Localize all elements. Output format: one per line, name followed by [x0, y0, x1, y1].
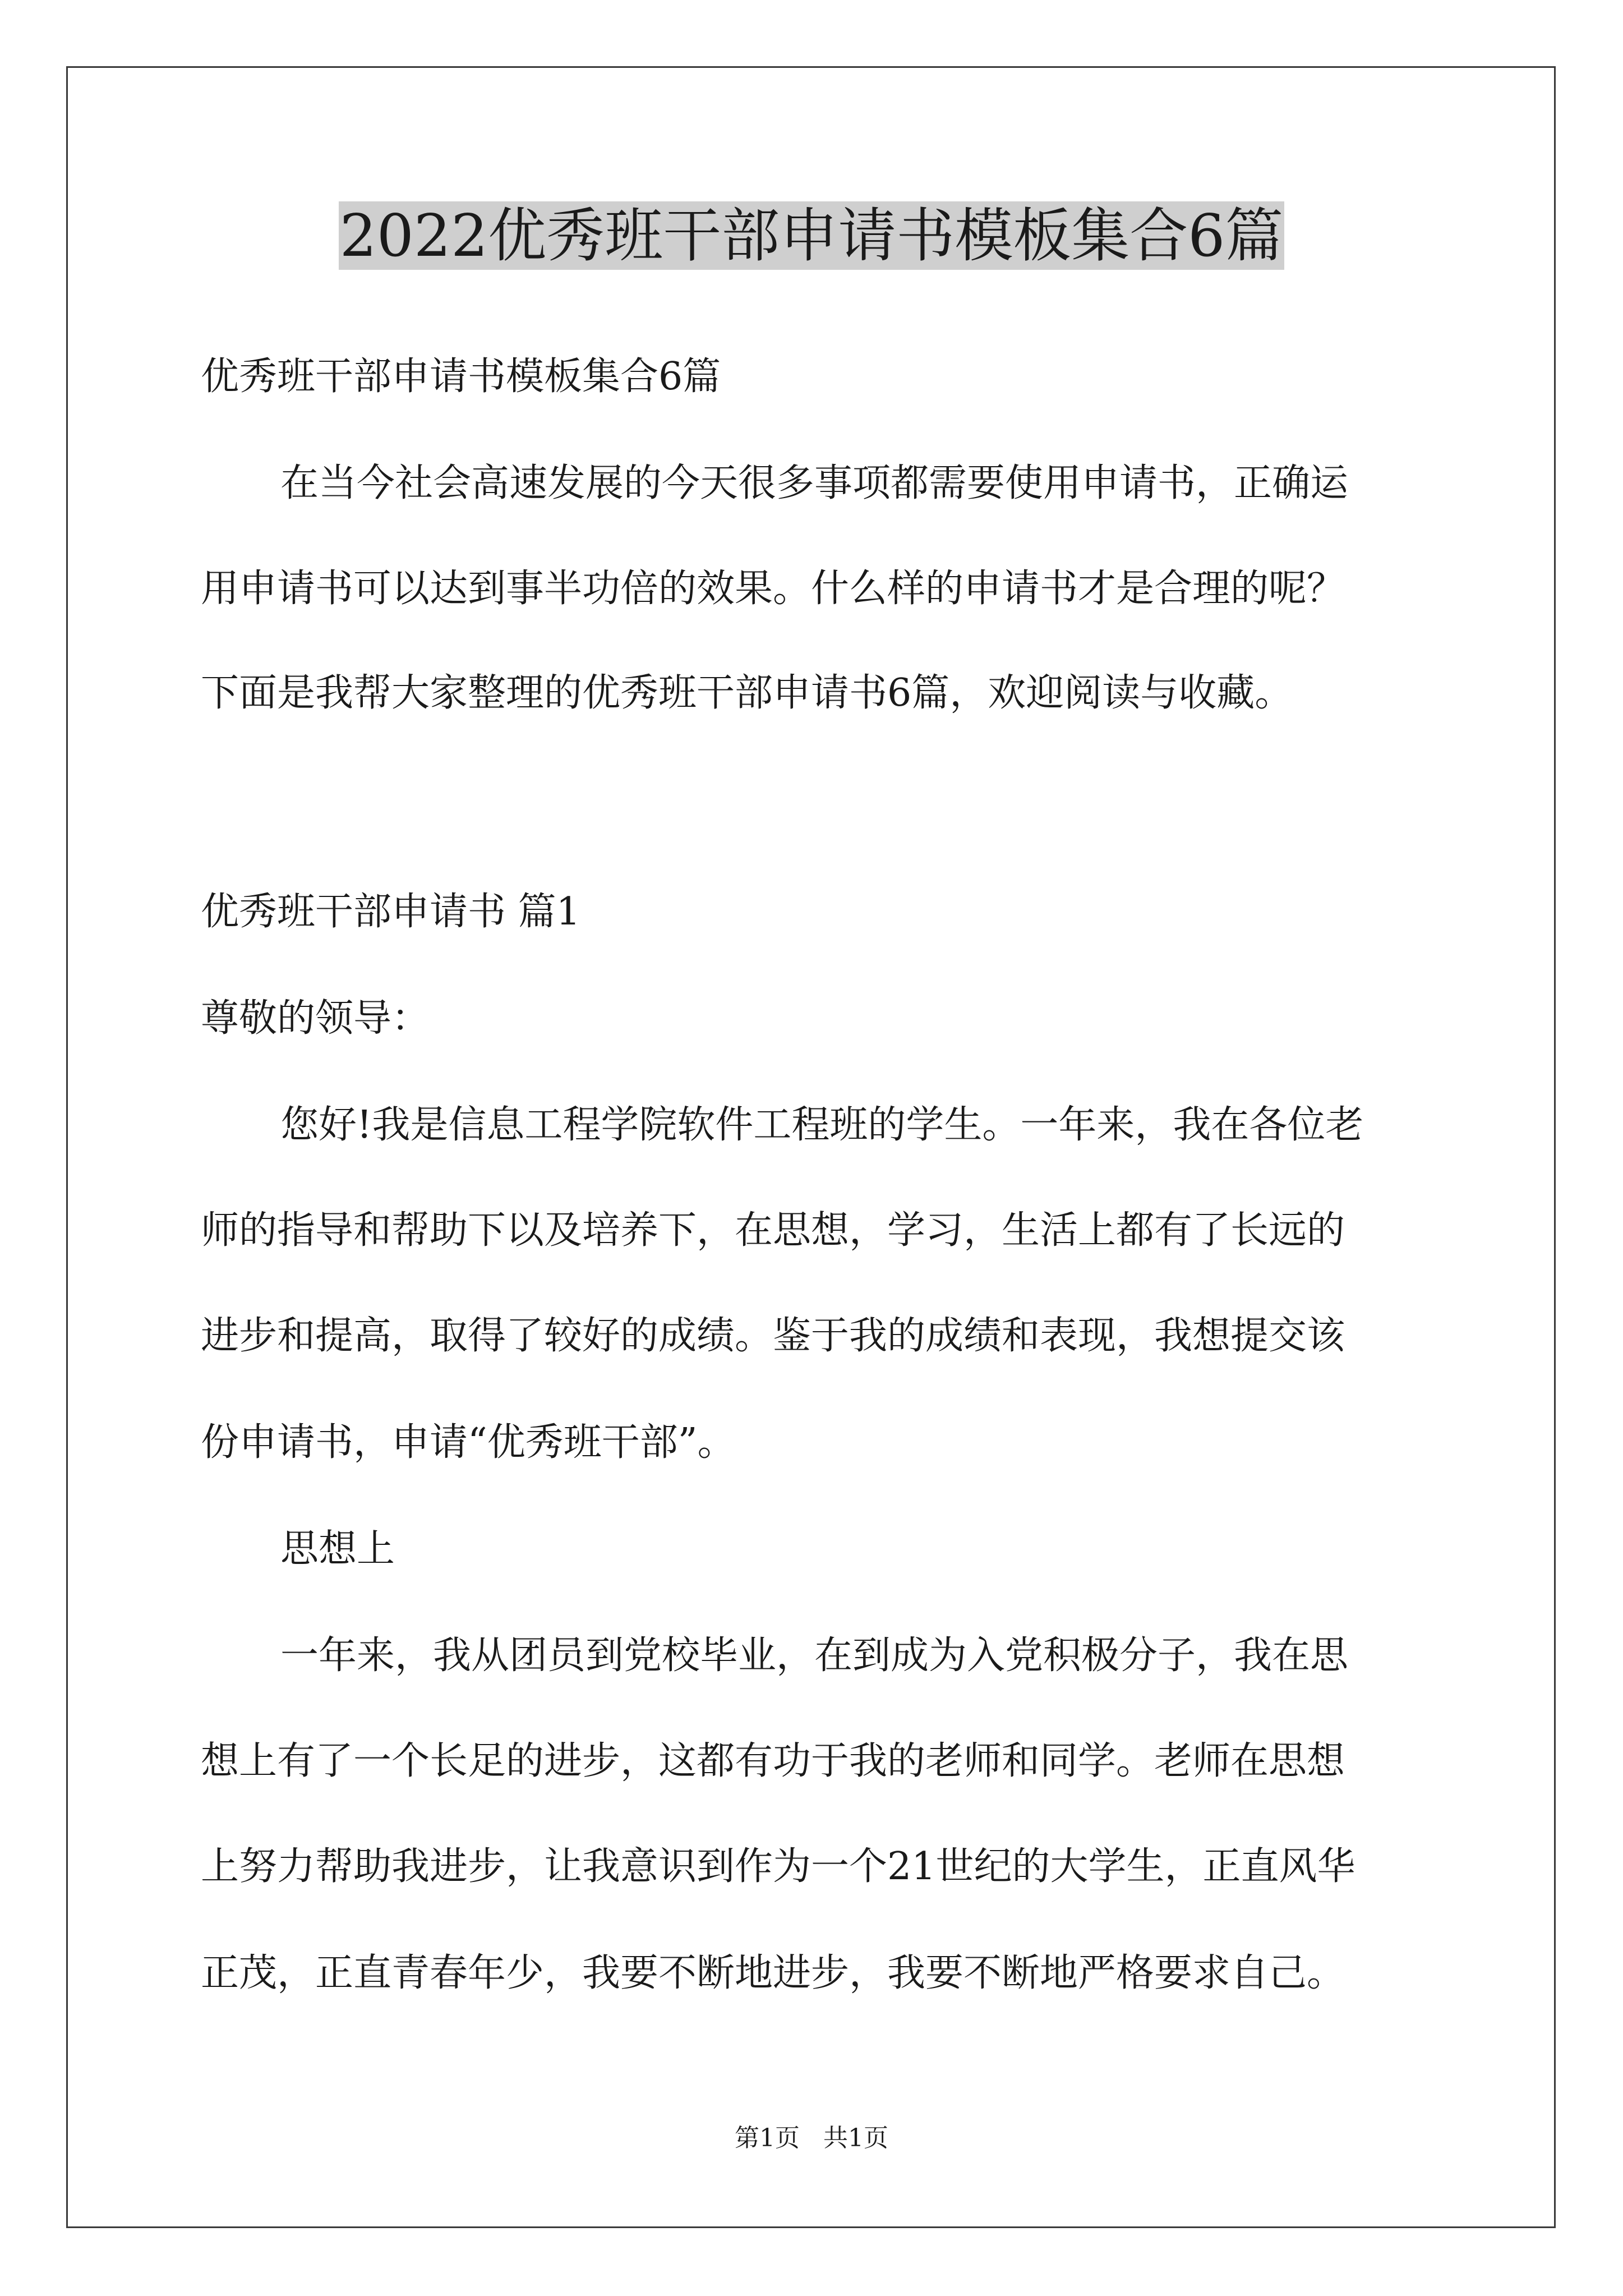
body-line-7: 上努力帮助我进步，让我意识到作为一个21世纪的大学生，正直风华	[201, 1844, 1355, 1889]
body-line-6: 想上有了一个长足的进步，这都有功于我的老师和同学。老师在思想	[201, 1739, 1345, 1783]
intro-line-1: 在当今社会高速发展的今天很多事项都需要使用申请书，正确运	[280, 461, 1349, 505]
document-title-text: 2022优秀班干部申请书模板集合6篇	[339, 201, 1284, 270]
subheading-thought: 思想上	[280, 1527, 395, 1571]
body-line-1: 您好!我是信息工程学院软件工程班的学生。一年来，我在各位老	[280, 1103, 1364, 1147]
body-line-2: 师的指导和帮助下以及培养下，在思想，学习，生活上都有了长远的	[201, 1208, 1345, 1253]
section-heading: 优秀班干部申请书 篇1	[201, 890, 580, 934]
body-line-8: 正茂，正直青春年少，我要不断地进步，我要不断地严格要求自己。	[201, 1951, 1345, 1995]
page-number: 第1页 共1页	[735, 2124, 888, 2152]
subtitle-line: 优秀班干部申请书模板集合6篇	[201, 355, 721, 399]
body-line-5: 一年来，我从团员到党校毕业，在到成为入党积极分子，我在思	[280, 1634, 1349, 1678]
body-line-3: 进步和提高，取得了较好的成绩。鉴于我的成绩和表现，我想提交该	[201, 1314, 1345, 1358]
intro-line-3: 下面是我帮大家整理的优秀班干部申请书6篇，欢迎阅读与收藏。	[201, 671, 1293, 715]
intro-line-2: 用申请书可以达到事半功倍的效果。什么样的申请书才是合理的呢？	[201, 567, 1345, 611]
body-line-4: 份申请书，申请“优秀班干部”。	[201, 1420, 736, 1465]
salutation: 尊敬的领导：	[201, 996, 430, 1041]
document-title	[0, 196, 1623, 275]
